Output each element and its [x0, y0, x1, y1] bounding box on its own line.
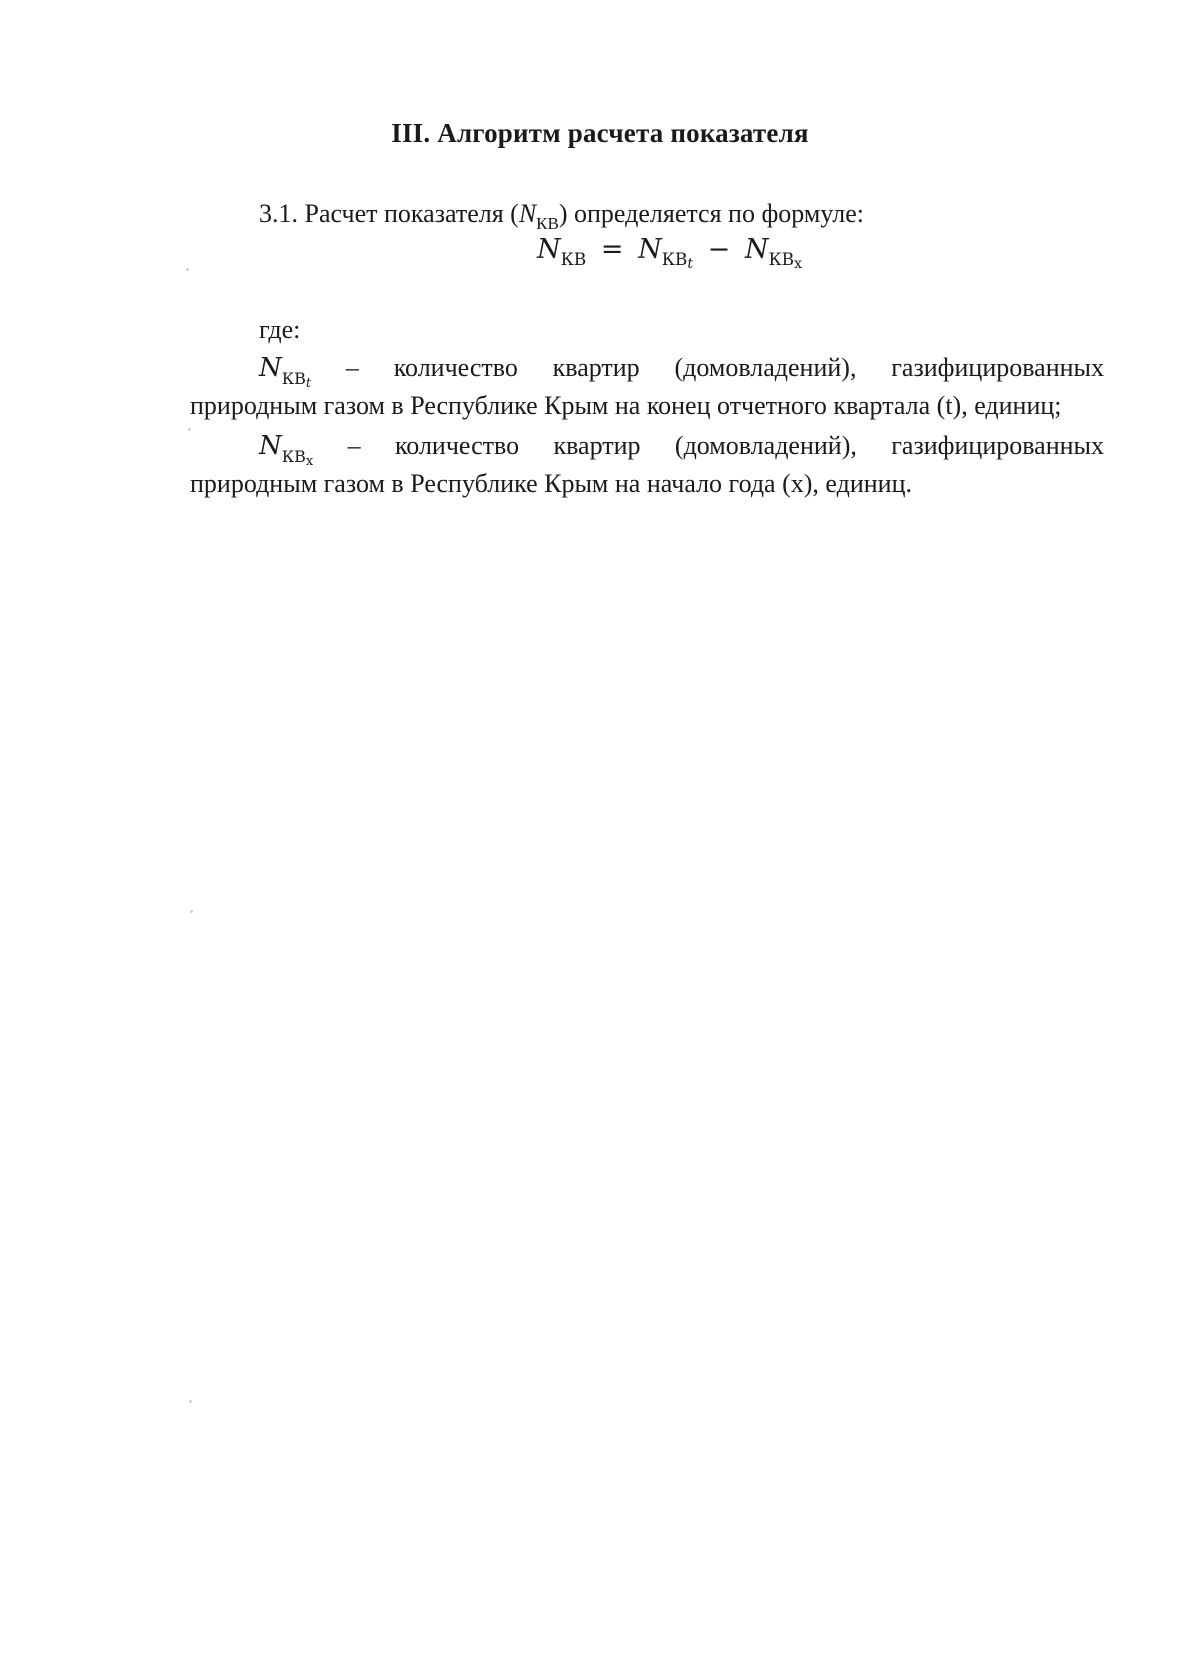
definition-2-word-1: количество [394, 431, 520, 460]
scan-speck [188, 428, 191, 431]
scan-speck [190, 910, 193, 913]
formula-term1: N [638, 234, 662, 265]
definition-2-dash: – [347, 431, 361, 460]
definition-2-word-2: квартир [553, 431, 641, 460]
where-label: где: [259, 315, 301, 344]
definition-1-word-2: квартир [552, 353, 640, 382]
definition-2-symbol-subscript [281, 447, 314, 469]
section-title: III. Алгоритм расчета показателя [391, 118, 809, 148]
formula-term2-subsubscript: x [794, 256, 803, 272]
formula-term1-subscript [662, 250, 693, 270]
definition-1-symbol-subscript [281, 369, 312, 391]
definition-2-symbol-letter: N [259, 431, 282, 461]
definition-2-word-4: газифицированных [891, 431, 1104, 460]
definition-1-word-1: количество [393, 353, 518, 382]
definition-2-symbol-subscript-text: КВ [281, 447, 306, 466]
definition-1-word-4: газифицированных [891, 353, 1104, 382]
definition-2-word-3: (домовладений), [674, 431, 857, 460]
definition-1-continuation: природным газом в Республике Крым на конец отчетного квартала (t), единиц; [190, 391, 1062, 420]
formula-lhs: N [537, 234, 561, 265]
definition-1-symbol-subscript-text: КВ [281, 369, 306, 388]
definition-1-dash: – [345, 353, 359, 382]
intro-symbol-subscript: КВ [536, 214, 559, 233]
intro-paragraph [259, 198, 864, 233]
formula-term2-subscript-text: КВ [768, 250, 795, 270]
intro-prefix: 3.1. Расчет показателя ( [259, 199, 519, 228]
scan-speck [189, 1400, 192, 1403]
intro-suffix: ) определяется по формуле: [558, 199, 864, 228]
formula-term1-subsubscript: t [687, 256, 694, 272]
definition-2-line [259, 430, 1104, 467]
definition-1-symbol-letter: N [259, 353, 282, 383]
definition-1-word-3: (домовладений), [674, 353, 857, 382]
formula-lhs-subscript: КВ [560, 250, 587, 270]
definition-1-symbol-subsubscript: t [305, 376, 312, 391]
formula-term2: N [744, 234, 769, 265]
definition-2-symbol [259, 430, 313, 467]
formula [537, 232, 802, 272]
formula-term1-subscript-text: КВ [661, 250, 688, 270]
formula-equals: = [600, 234, 624, 265]
definition-1-line [259, 352, 1104, 389]
definition-1-symbol [259, 352, 311, 389]
scan-speck [186, 268, 189, 271]
definition-2-continuation: природным газом в Республике Крым на начало года (x), единиц. [190, 469, 912, 498]
definition-2-symbol-subsubscript: x [305, 454, 314, 469]
formula-term2-subscript [768, 250, 802, 270]
formula-minus: − [707, 234, 731, 265]
intro-symbol: N [518, 199, 537, 228]
